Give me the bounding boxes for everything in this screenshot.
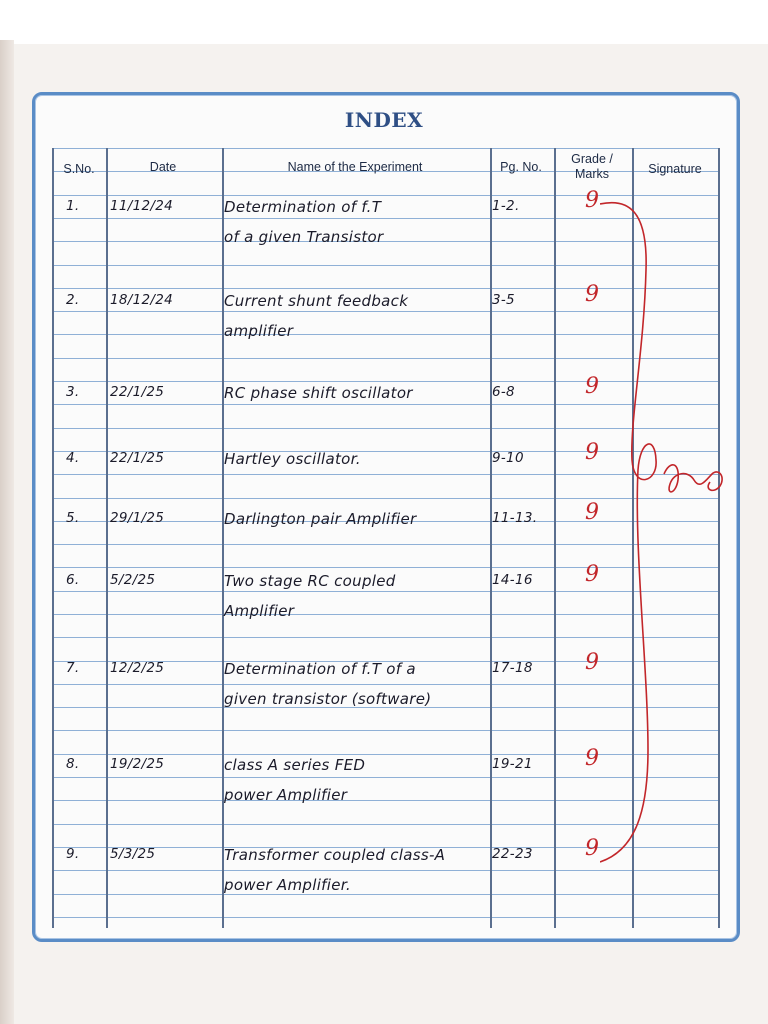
- row-grade: 9: [585, 746, 599, 771]
- row-grade: 9: [585, 282, 599, 307]
- row-experiment-line: of a given Transistor: [224, 228, 384, 246]
- column-line: [222, 148, 224, 928]
- row-date: 22/1/25: [110, 450, 165, 466]
- row-experiment-line: Two stage RC coupled: [224, 572, 396, 590]
- row-grade: 9: [585, 374, 599, 399]
- signature-bracket: [600, 190, 740, 890]
- signature-mark: [664, 465, 722, 492]
- ruled-line: [52, 894, 718, 895]
- row-date: 29/1/25: [110, 510, 165, 526]
- row-page: 1-2.: [492, 198, 520, 214]
- row-date: 12/2/25: [110, 660, 165, 676]
- row-page: 3-5: [492, 292, 515, 308]
- row-page: 22-23: [492, 846, 533, 862]
- header-grade: Grade / Marks: [571, 152, 613, 181]
- row-grade: 9: [585, 836, 599, 861]
- row-grade: 9: [585, 650, 599, 675]
- row-sno: 2.: [66, 292, 80, 308]
- row-grade: 9: [585, 188, 599, 213]
- column-line: [554, 148, 556, 928]
- row-sno: 3.: [66, 384, 80, 400]
- background-edge: [0, 0, 768, 48]
- row-sno: 7.: [66, 660, 80, 676]
- column-line: [106, 148, 108, 928]
- ruled-line: [52, 148, 718, 149]
- header-experiment: Name of the Experiment: [287, 160, 423, 174]
- ruled-line: [52, 917, 718, 918]
- row-page: 14-16: [492, 572, 533, 588]
- row-experiment-line: Transformer coupled class-A: [224, 846, 446, 864]
- row-page: 17-18: [492, 660, 533, 676]
- row-experiment-line: RC phase shift oscillator: [224, 384, 413, 402]
- row-date: 19/2/25: [110, 756, 165, 772]
- row-date: 22/1/25: [110, 384, 165, 400]
- row-experiment-line: amplifier: [224, 322, 294, 340]
- row-grade: 9: [585, 562, 599, 587]
- row-page: 19-21: [492, 756, 533, 772]
- row-sno: 6.: [66, 572, 80, 588]
- column-line: [52, 148, 54, 928]
- header-signature: Signature: [648, 162, 702, 176]
- header-page: Pg. No.: [500, 160, 542, 174]
- row-experiment-line: Current shunt feedback: [224, 292, 409, 310]
- row-page: 9-10: [492, 450, 524, 466]
- row-grade: 9: [585, 500, 599, 525]
- row-experiment-line: power Amplifier: [224, 786, 348, 804]
- row-date: 5/3/25: [110, 846, 156, 862]
- row-date: 5/2/25: [110, 572, 156, 588]
- row-page: 11-13.: [492, 510, 538, 526]
- page-binding-edge: [0, 40, 14, 1024]
- row-date: 11/12/24: [110, 198, 174, 214]
- header-sno: S.No.: [63, 162, 95, 176]
- row-sno: 5.: [66, 510, 80, 526]
- page-title: INDEX: [344, 108, 424, 132]
- row-experiment-line: Determination of f.T: [224, 198, 382, 216]
- row-experiment-line: Darlington pair Amplifier: [224, 510, 417, 528]
- row-sno: 1.: [66, 198, 80, 214]
- signature-bracket-stroke: [600, 203, 656, 862]
- row-experiment-line: class A series FED: [224, 756, 366, 774]
- column-line: [490, 148, 492, 928]
- row-page: 6-8: [492, 384, 515, 400]
- row-experiment-line: power Amplifier.: [224, 876, 351, 894]
- row-sno: 8.: [66, 756, 80, 772]
- row-date: 18/12/24: [110, 292, 174, 308]
- row-experiment-line: Amplifier: [224, 602, 295, 620]
- row-experiment-line: given transistor (software): [224, 690, 432, 708]
- row-experiment-line: Determination of f.T of a: [224, 660, 416, 678]
- row-grade: 9: [585, 440, 599, 465]
- row-experiment-line: Hartley oscillator.: [224, 450, 361, 468]
- header-date: Date: [149, 160, 177, 174]
- row-sno: 4.: [66, 450, 80, 466]
- row-sno: 9.: [66, 846, 80, 862]
